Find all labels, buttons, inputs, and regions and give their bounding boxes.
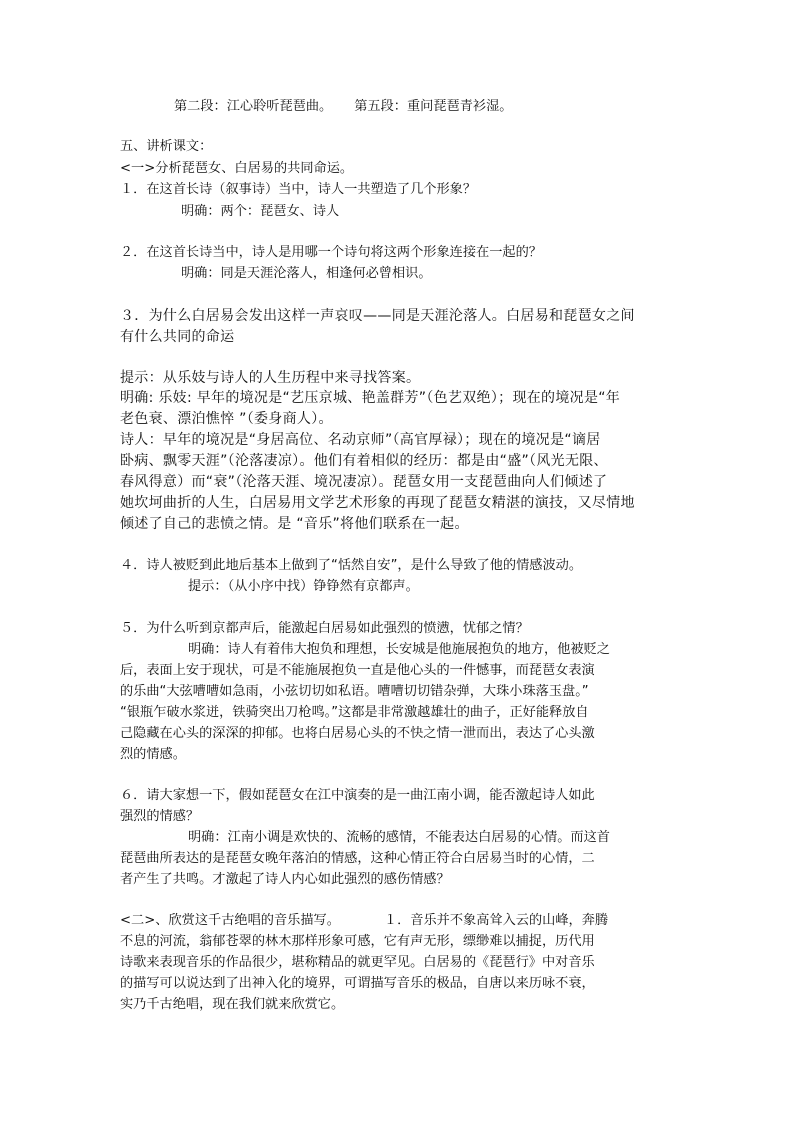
answer-3-line-4: 卧病、飘零天涯”（沦落凄凉）。他们有着相似的经历：都是由“盛”（风光无限、 [120, 453, 608, 469]
question-2: ２．在这首长诗当中，诗人是用哪一个诗句将这两个形象连接在一起的？ [120, 245, 542, 260]
answer-3-line-3: 诗人：早年的境况是“身居高位、名动京师”（高官厚禄）；现在的境况是“谪居 [120, 432, 601, 448]
answer-5-line-1: 明确：诗人有着伟大抱负和理想，长安城是他施展抱负的地方，他被贬之 [188, 642, 610, 657]
subsection-2-line-3: 诗歌来表现音乐的作品很少，堪称精品的就更罕见。白居易的《琵琶行》中对音乐 [120, 955, 595, 970]
subsection-1-title: <一>分析琵琶女、白居易的共同命运。 [120, 161, 354, 176]
answer-5-line-3: 的乐曲“大弦嘈嘈如急雨，小弦切切如私语。嘈嘈切切错杂弹，大珠小珠落玉盘。” [120, 684, 589, 699]
answer-1: 明确：两个：琵琶女、诗人 [181, 204, 340, 219]
answer-6-line-2: 琵琶曲所表达的是琵琶女晚年落泊的情感，这种心情正符合白居易当时的心情，二 [120, 851, 595, 866]
subsection-2-line-4: 的描写可以说达到了出神入化的境界，可谓描写音乐的极品，自唐以来历咏不衰， [120, 976, 595, 991]
answer-3-line-1: 明确: 乐妓: 早年的境况是“艺压京城、艳盖群芳”（色艺双绝）；现在的境况是“年 [120, 390, 621, 406]
paragraph-outline-line [174, 97, 513, 117]
section-title: 五、讲析课文： [120, 139, 213, 154]
question-6-line-2: 强烈的情感？ [120, 809, 200, 824]
question-3-line-1: ３．为什么白居易会发出这样一声哀叹——同是天涯沦落人。白居易和琵琶女之间 [120, 308, 635, 324]
answer-5-line-5: 己隐藏在心头的深深的抑郁。也将白居易心头的不快之情一泄而出，表达了心头激 [120, 726, 595, 741]
answer-5-line-4: “银瓶乍破水浆迸，铁骑突出刀枪鸣。”这都是非常激越雄壮的曲子，正好能释放自 [120, 705, 589, 720]
subsection-2-line-5: 实乃千古绝唱，现在我们就来欣赏它。 [120, 997, 345, 1012]
outline-part-2: 第二段：江心聆听琵琶曲。 [174, 99, 333, 114]
subsection-2-line-2: 不息的河流，翁郁苍翠的林木那样形象可感，它有声无形，缥缈难以捕捉，历代用 [120, 934, 595, 949]
subsection-2-title: <二>、欣赏这千古绝唱的音乐描写。 [120, 913, 340, 928]
question-5: ５．为什么听到京都声后，能激起白居易如此强烈的愤懑，忧郁之情？ [120, 621, 529, 636]
answer-2: 明确：同是天涯沦落人，相逢何必曾相识。 [181, 266, 432, 281]
question-6-line-1: ６．请大家想一下，假如琵琶女在江中演奏的是一曲江南小调，能否激起诗人如此 [120, 788, 595, 803]
outline-part-5: 第五段：重问琵琶青衫湿。 [354, 99, 513, 114]
answer-3-line-7: 倾述了自己的悲愤之情。是 “音乐”将他们联系在一起。 [120, 516, 469, 532]
answer-6-line-1: 明确：江南小调是欢快的、流畅的感情，不能表达白居易的心情。而这首 [188, 830, 610, 845]
answer-3-line-6: 她坎坷曲折的人生，白居易用文学艺术形象的再现了琵琶女精湛的演技，又尽情地 [120, 495, 635, 511]
question-4: ４．诗人被贬到此地后基本上做到了“恬然自安”，是什么导致了他的情感波动。 [120, 558, 583, 573]
question-3-line-2: 有什么共同的命运 [120, 329, 235, 345]
subsection-2-first-line [120, 911, 608, 931]
answer-5-line-6: 烈的情感。 [120, 747, 186, 762]
answer-3-line-2: 老色衰、漂泊憔悴 ”（委身商人）。 [120, 411, 333, 427]
hint-3: 提示：从乐妓与诗人的人生历程中来寻找答案。 [120, 370, 421, 386]
music-point-1-start: １．音乐并不象高耸入云的山峰，奔腾 [383, 913, 609, 928]
question-1: １．在这首长诗（叙事诗）当中，诗人一共塑造了几个形象？ [120, 182, 477, 197]
answer-3-line-5: 春风得意）而“衰”（沦落天涯、境况凄凉）。琵琶女用一支琵琶曲向人们倾述了 [120, 474, 608, 490]
answer-5-line-2: 后，表面上安于现状，可是不能施展抱负一直是他心头的一件憾事，而琵琶女表演 [120, 663, 595, 678]
answer-6-line-3: 者产生了共鸣。才激起了诗人内心如此强烈的感伤情感？ [120, 872, 450, 887]
hint-4: 提示：（从小序中找）铮铮然有京都声。 [188, 579, 419, 594]
